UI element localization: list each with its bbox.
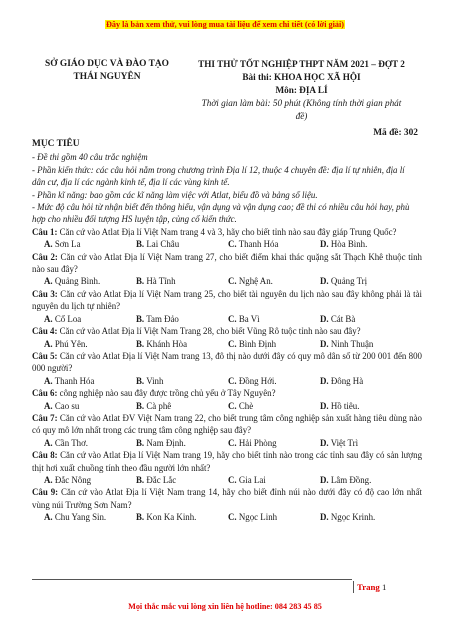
option-letter: D. <box>320 375 329 386</box>
answer-option <box>136 400 228 412</box>
option-text: Thanh Hóa <box>54 375 95 386</box>
option-text: Ngọc Linh <box>238 512 278 523</box>
option-text: Chè <box>238 400 254 411</box>
page-number-value: 1 <box>382 582 387 592</box>
answer-options <box>32 238 422 250</box>
question <box>32 251 422 276</box>
option-letter: B. <box>136 474 145 485</box>
option-text: Phú Yên. <box>54 338 88 349</box>
answer-option <box>228 275 320 287</box>
option-letter: A. <box>44 474 53 485</box>
option-text: Nam Định. <box>146 437 186 448</box>
exam-code: Mã đề: 302 <box>373 128 418 138</box>
answer-option <box>228 313 320 325</box>
preview-banner-text: Đây là bản xem thử, vui lòng mua tài liệu để xem chi tiết (có lời giải) <box>105 20 344 29</box>
option-letter: A. <box>44 313 53 324</box>
option-text: Cà phê <box>146 400 172 411</box>
option-letter: B. <box>136 375 145 386</box>
question <box>32 325 422 337</box>
answer-option <box>320 238 412 250</box>
option-letter: A. <box>44 375 53 386</box>
question <box>32 412 422 437</box>
question-number: Câu 5: <box>32 350 58 361</box>
option-text: Đắc Nông <box>54 474 92 485</box>
question <box>32 226 422 238</box>
option-letter: B. <box>136 437 145 448</box>
answer-option <box>136 313 228 325</box>
option-letter: C. <box>228 437 237 448</box>
answer-option <box>136 338 228 350</box>
option-text: Đắc Lắc <box>146 474 177 485</box>
answer-option <box>228 338 320 350</box>
answer-option <box>44 338 136 350</box>
option-letter: C. <box>228 313 237 324</box>
option-letter: D. <box>320 313 329 324</box>
option-text: Quảng Bình. <box>54 276 101 287</box>
option-text: Chu Yang Sin. <box>54 512 107 523</box>
objective-item: - Mức độ câu hỏi từ nhận biết đến thông hiểu, vận dụng và vận dụng cao; đề thi có nhiều câu hỏi hay, phù hợp cho nhiều đối tượng HS luyện tập, củng cố kiến thức. <box>32 202 410 225</box>
answer-options <box>32 313 422 325</box>
objective-item: - Đề thi gồm 40 câu trắc nghiệm <box>32 152 148 163</box>
exam-header <box>185 58 418 123</box>
option-text: Hà Tĩnh <box>146 276 176 287</box>
question-number: Câu 8: <box>32 450 58 461</box>
answer-options <box>32 338 422 350</box>
exam-subject: Môn: ĐỊA LÍ <box>275 85 328 95</box>
answer-option <box>320 511 412 523</box>
question-text: Căn cứ vào Atlat Địa lí Việt Nam trang 25, cho biết tài nguyên du lịch nào sau đây không phải là tài nguyên du lịch tự nhiên? <box>32 288 423 312</box>
answer-option <box>44 400 136 412</box>
option-text: Tam Đảo <box>146 313 179 324</box>
question-text: Căn cứ vào Atlat Địa lí Việt Nam trang 27, cho biết điểm khai thác quặng sắt Thạch Khê thuộc tỉnh nào sau đây? <box>32 251 422 275</box>
issuer-header <box>32 58 182 84</box>
question-number: Câu 6: <box>32 388 58 399</box>
option-text: Việt Trì <box>330 437 359 448</box>
hotline-banner: Mọi thắc mắc vui lòng xin liên hệ hotline: 084 283 45 85 <box>128 602 322 611</box>
answer-option <box>320 313 412 325</box>
question-text: công nghiệp nào sau đây được trồng chủ yếu ở Tây Nguyên? <box>59 388 276 399</box>
question-text: Căn cứ vào Atlat Địa lí Việt Nam trang 4 và 3, hãy cho biết tỉnh nào sau đây giáp Trung Quốc? <box>59 226 397 237</box>
option-text: Ninh Thuận <box>330 338 374 349</box>
option-letter: B. <box>136 276 145 287</box>
option-text: Cổ Loa <box>54 313 82 324</box>
answer-option <box>228 511 320 523</box>
question-text: Căn cứ vào Atlat Địa lí Việt Nam trang 19, hãy cho biết tỉnh nào trong các tỉnh sau đây có sản lượng thịt hơi xuất chuồng tính theo đầu người lớn nhất? <box>32 450 423 473</box>
answer-option <box>44 511 136 523</box>
option-text: Cát Bà <box>330 313 356 324</box>
question-number: Câu 1: <box>32 226 58 237</box>
answer-options <box>32 437 422 449</box>
answer-option <box>44 375 136 387</box>
option-text: Gia Lai <box>238 474 266 485</box>
option-letter: A. <box>44 512 53 523</box>
question-text: Căn cứ vào Atlat Địa lí Việt Nam trang 14, hãy cho biết đỉnh núi nào dưới đây có độ cao lớn nhất vùng núi Trường Sơn Nam? <box>32 487 423 510</box>
answer-option <box>44 474 136 486</box>
page-number <box>353 581 386 593</box>
option-letter: C. <box>228 239 237 250</box>
option-text: Lâm Đồng. <box>330 474 372 485</box>
answer-option <box>320 474 412 486</box>
answer-option <box>136 474 228 486</box>
option-letter: B. <box>136 313 145 324</box>
answer-option <box>320 338 412 350</box>
answer-options <box>32 275 422 287</box>
answer-option <box>320 375 412 387</box>
answer-option <box>320 400 412 412</box>
option-text: Khánh Hòa <box>146 338 188 349</box>
footer-divider <box>32 579 352 580</box>
answer-option <box>228 375 320 387</box>
option-text: Sơn La <box>54 239 81 250</box>
question-text: Căn cứ vào Atlat Địa lí Việt Nam trang 13, đô thị nào dưới đây có quy mô dân số từ 200 001 đến 800 000 người? <box>32 350 422 374</box>
answer-option <box>44 313 136 325</box>
option-letter: D. <box>320 437 329 448</box>
answer-option <box>228 400 320 412</box>
question <box>32 449 422 474</box>
answer-options <box>32 474 422 486</box>
answer-options <box>32 375 422 387</box>
answer-option <box>44 275 136 287</box>
option-text: Ngọc Krinh. <box>330 512 376 523</box>
option-letter: D. <box>320 400 329 411</box>
exam-content <box>32 138 422 524</box>
option-text: Vinh <box>146 375 164 386</box>
option-letter: C. <box>228 512 237 523</box>
question-number: Câu 4: <box>32 326 58 337</box>
answer-option <box>136 511 228 523</box>
option-letter: D. <box>320 474 329 485</box>
option-text: Đông Hà <box>330 375 364 386</box>
issuer-line-2: THÁI NGUYÊN <box>73 72 141 82</box>
option-letter: A. <box>44 338 53 349</box>
issuer-line-1: SỞ GIÁO DỤC VÀ ĐÀO TẠO <box>45 59 169 69</box>
question <box>32 350 422 375</box>
option-letter: D. <box>320 276 329 287</box>
exam-name: Bài thi: KHOA HỌC XÃ HỘI <box>242 72 361 82</box>
exam-title: THI THỬ TỐT NGHIỆP THPT NĂM 2021 – ĐỢT 2 <box>198 59 405 69</box>
option-letter: B. <box>136 338 145 349</box>
option-text: Lai Châu <box>146 239 180 250</box>
answer-option <box>228 238 320 250</box>
option-text: Thanh Hóa <box>238 239 279 250</box>
exam-time-line-2: đề) <box>295 111 308 121</box>
option-text: Quảng Trị <box>330 276 368 287</box>
option-letter: C. <box>228 400 237 411</box>
objectives-title: MỤC TIÊU <box>32 139 80 149</box>
question-number: Câu 9: <box>32 487 59 498</box>
objective-item: - Phần kiến thức: các câu hỏi nằm trong chương trình Địa lí 12, thuộc 4 chuyên đề: địa lí tự nhiên, địa lí <box>32 164 405 175</box>
option-letter: B. <box>136 512 145 523</box>
option-letter: A. <box>44 239 53 250</box>
option-letter: D. <box>320 338 329 349</box>
option-text: Hồ tiêu. <box>330 400 360 411</box>
option-letter: C. <box>228 474 237 485</box>
question-text: Căn cứ vào Atlat Địa lí Việt Nam Trang 28, cho biết Vũng Rô tuộc tỉnh nào sau đây? <box>59 326 361 337</box>
answer-options <box>32 511 422 523</box>
option-letter: C. <box>228 375 237 386</box>
option-letter: D. <box>320 239 329 250</box>
answer-option <box>136 275 228 287</box>
question-list <box>32 226 422 524</box>
preview-banner <box>0 20 450 29</box>
option-letter: C. <box>228 276 237 287</box>
answer-option <box>320 275 412 287</box>
question <box>32 288 422 313</box>
option-text: Cần Thơ. <box>54 437 88 448</box>
question <box>32 387 422 399</box>
answer-option <box>320 437 412 449</box>
objective-item: dân cư, địa lí các ngành kinh tế, địa lí các vùng kinh tế. <box>32 177 230 188</box>
option-text: Hòa Bình. <box>330 239 368 250</box>
answer-option <box>44 437 136 449</box>
question <box>32 486 422 511</box>
option-letter: A. <box>44 437 53 448</box>
option-letter: C. <box>228 338 237 349</box>
option-text: Bình Định <box>238 338 277 349</box>
answer-option <box>44 238 136 250</box>
option-text: Ba Vì <box>238 313 260 324</box>
answer-option <box>136 437 228 449</box>
option-text: Cao su <box>54 400 80 411</box>
answer-option <box>136 375 228 387</box>
question-number: Câu 7: <box>32 412 58 423</box>
option-text: Kon Ka Kinh. <box>146 512 197 523</box>
answer-option <box>136 238 228 250</box>
answer-option <box>228 474 320 486</box>
page-word: Trang <box>357 582 380 592</box>
option-letter: A. <box>44 400 53 411</box>
answer-options <box>32 400 422 412</box>
objective-item: - Phần kĩ năng: bao gồm các kĩ năng làm việc với Atlat, biểu đồ và bảng số liệu. <box>32 189 318 200</box>
question-number: Câu 2: <box>32 251 58 262</box>
question-number: Câu 3: <box>32 288 58 299</box>
exam-time-line-1: Thời gian làm bài: 50 phút (Không tính thời gian phát <box>201 98 402 108</box>
option-letter: B. <box>136 239 145 250</box>
option-text: Hải Phòng <box>238 437 277 448</box>
answer-option <box>228 437 320 449</box>
question-text: Căn cứ vào Atlat ĐV Việt Nam trang 22, cho biết trung tâm công nghiệp sản xuất hàng tiêu dùng nào có quy mô lớn nhất trong các trung tâm công nghiệp sau đây? <box>32 412 422 436</box>
option-text: Đồng Hới. <box>238 375 277 386</box>
option-letter: B. <box>136 400 145 411</box>
option-letter: D. <box>320 512 329 523</box>
option-letter: A. <box>44 276 53 287</box>
option-text: Nghệ An. <box>238 276 273 287</box>
